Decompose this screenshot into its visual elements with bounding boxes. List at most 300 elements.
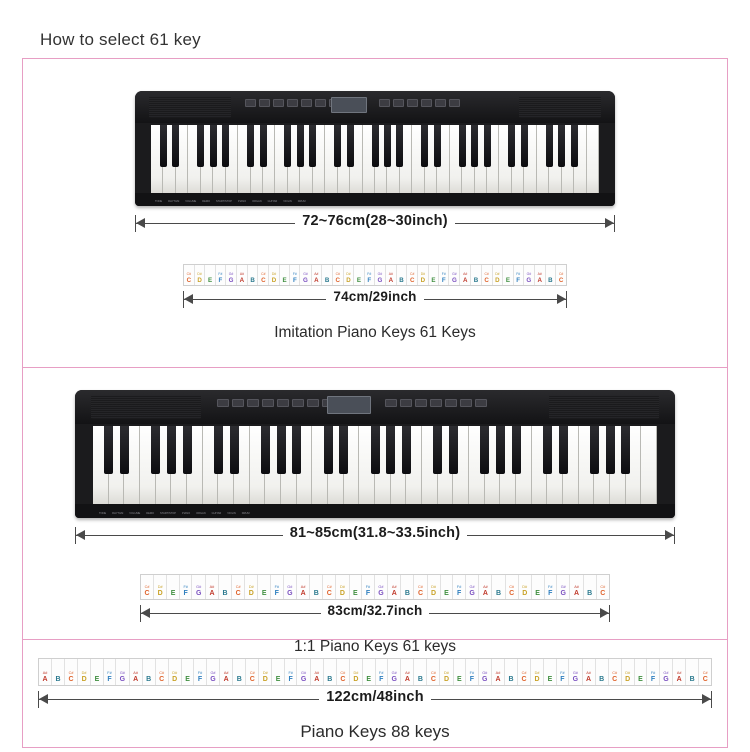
sticker-key-cell	[622, 659, 635, 685]
sticker-sharp-label: F#	[456, 585, 462, 589]
sticker-note-label: B	[55, 676, 61, 683]
sticker-key-cell	[258, 265, 269, 285]
sticker-sharp-label: C#	[340, 671, 346, 675]
dimension-sticker-piano-88-text: 122cm/48inch	[319, 689, 431, 705]
sticker-key-cell	[597, 575, 609, 599]
black-key[interactable]	[284, 125, 291, 167]
sticker-key-cell	[272, 659, 285, 685]
sticker-note-label: A	[133, 676, 139, 683]
sticker-note-label: A	[239, 277, 245, 284]
dimension-sticker-piano-88	[38, 688, 712, 716]
control-chips-left[interactable]	[217, 399, 334, 407]
control-chips-left[interactable]	[245, 99, 340, 107]
sticker-note-label: D	[339, 590, 345, 597]
sticker-key-cell	[545, 575, 557, 599]
sticker-key-cell	[466, 659, 478, 685]
control-chip[interactable]	[315, 99, 326, 107]
sticker-note-label: D	[353, 676, 359, 683]
sticker-key-cell	[635, 659, 648, 685]
sticker-note-label: D	[172, 676, 178, 683]
sticker-note-label: C	[521, 676, 527, 683]
control-chip[interactable]	[407, 99, 418, 107]
sticker-note-label: F	[292, 277, 297, 284]
black-key[interactable]	[512, 426, 521, 474]
black-key[interactable]	[480, 426, 489, 474]
sticker-sharp-label: G#	[452, 272, 457, 276]
sticker-key-cell	[596, 659, 609, 685]
black-key[interactable]	[590, 426, 599, 474]
black-key[interactable]	[277, 426, 286, 474]
keyboard-tone-labels	[99, 512, 250, 515]
black-key[interactable]	[210, 125, 217, 167]
sticker-sharp-label: G#	[526, 272, 532, 276]
sticker-key-cell	[428, 575, 441, 599]
black-key[interactable]	[260, 125, 267, 167]
sticker-note-label: F	[288, 676, 293, 683]
sticker-key-cell	[544, 659, 557, 685]
white-keys-imitation-61[interactable]	[151, 125, 599, 193]
sticker-note-label: C	[249, 676, 255, 683]
control-chip[interactable]	[301, 99, 312, 107]
sticker-note-label: G	[526, 277, 532, 284]
sticker-sharp-label: C#	[521, 671, 527, 675]
speaker-grille-right	[549, 395, 659, 419]
sticker-key-cell	[39, 659, 52, 685]
sticker-note-label: F	[441, 277, 446, 284]
speaker-grille-right	[519, 96, 601, 118]
keyboard-tone-label: VOLUME	[185, 200, 197, 203]
black-key[interactable]	[372, 125, 379, 167]
keyboard-tone-label: DEMO	[202, 200, 211, 203]
sticker-sharp-label: F#	[274, 585, 280, 589]
black-key[interactable]	[421, 125, 428, 167]
sticker-key-cell	[154, 575, 167, 599]
control-chip[interactable]	[262, 399, 274, 407]
sticker-key-cell	[226, 265, 237, 285]
sticker-note-label: G	[303, 277, 308, 284]
black-key[interactable]	[546, 125, 553, 167]
sticker-key-cell	[65, 659, 78, 685]
control-chip[interactable]	[379, 99, 390, 107]
sticker-note-label: D	[346, 277, 351, 284]
sticker-key-cell	[337, 659, 350, 685]
black-key[interactable]	[230, 426, 239, 474]
sticker-sharp-label: D#	[262, 671, 268, 675]
sticker-sharp-label: A#	[391, 585, 397, 589]
sticker-key-cell	[493, 265, 504, 285]
sticker-sharp-label: D#	[172, 671, 178, 675]
sticker-note-label: E	[431, 277, 436, 284]
keyboard-tone-label: VOLUME	[129, 512, 141, 515]
sticker-note-label: A	[537, 277, 542, 284]
sticker-note-label: A	[391, 590, 397, 597]
sticker-sharp-label: D#	[495, 272, 500, 276]
sticker-note-label: B	[495, 590, 502, 597]
sticker-sharp-label: A#	[133, 671, 138, 675]
keyboard-tone-label: RHYTHM	[168, 200, 180, 203]
sticker-key-cell	[233, 659, 246, 685]
sticker-sharp-label: C#	[68, 671, 74, 675]
sticker-sharp-label: A#	[223, 671, 229, 675]
sticker-note-label: B	[146, 676, 152, 683]
black-key[interactable]	[521, 125, 528, 167]
sticker-key-cell	[479, 575, 492, 599]
sticker-sharp-label: D#	[444, 671, 449, 675]
control-chip[interactable]	[277, 399, 289, 407]
sticker-note-label: A	[388, 277, 394, 284]
sticker-note-label: C	[702, 676, 708, 683]
sticker-sharp-label: C#	[326, 585, 332, 589]
sticker-key-cell	[518, 659, 531, 685]
black-key[interactable]	[160, 125, 167, 167]
black-key[interactable]	[471, 125, 478, 167]
black-key[interactable]	[459, 125, 466, 167]
sticker-sharp-label: G#	[560, 585, 566, 589]
black-key[interactable]	[104, 426, 113, 474]
control-chips-right[interactable]	[379, 99, 460, 107]
sticker-note-label: G	[469, 590, 475, 597]
sticker-sharp-label: C#	[484, 272, 489, 276]
sticker-note-label: D	[81, 676, 87, 683]
sticker-sharp-label: G#	[196, 585, 202, 589]
sticker-key-cell	[194, 659, 206, 685]
sticker-note-label: B	[399, 277, 404, 284]
black-key[interactable]	[167, 426, 176, 474]
black-key[interactable]	[386, 426, 395, 474]
sticker-key-cell	[407, 265, 418, 285]
sticker-key-cell	[376, 659, 388, 685]
sticker-note-label: A	[463, 277, 468, 284]
black-key[interactable]	[347, 125, 354, 167]
sticker-sharp-label: C#	[702, 671, 708, 675]
control-chip[interactable]	[460, 399, 472, 407]
sticker-note-label: B	[222, 590, 228, 597]
black-key[interactable]	[172, 125, 179, 167]
sticker-sharp-label: D#	[353, 671, 359, 675]
sticker-note-label: D	[420, 277, 426, 284]
sticker-note-label: F	[274, 590, 279, 597]
keyboard-tone-label: DEMO	[146, 512, 155, 515]
keyboard-tone-label: DRUM	[241, 512, 250, 515]
sticker-sharp-label: G#	[119, 671, 125, 675]
sticker-sharp-label: F#	[441, 272, 446, 276]
sticker-key-cell	[363, 659, 376, 685]
sticker-sharp-label: C#	[159, 671, 165, 675]
sticker-key-cell	[167, 575, 180, 599]
sticker-key-cell	[386, 265, 397, 285]
panel-one-to-one-61	[23, 367, 727, 655]
sticker-key-cell	[454, 659, 467, 685]
sticker-key-cell	[388, 659, 401, 685]
sticker-sharp-label: A#	[463, 272, 468, 276]
black-key[interactable]	[606, 426, 615, 474]
sticker-sharp-label: D#	[340, 585, 345, 589]
sticker-key-cell	[192, 575, 206, 599]
control-chip[interactable]	[287, 99, 298, 107]
sticker-sharp-label: A#	[537, 272, 542, 276]
control-chip[interactable]	[217, 399, 229, 407]
sticker-sharp-label: G#	[469, 585, 475, 589]
sticker-sharp-label: A#	[42, 671, 48, 675]
sticker-key-cell	[479, 659, 492, 685]
keyboard-tone-label: VIOLIN	[227, 512, 236, 515]
sticker-key-cell	[116, 659, 129, 685]
sticker-sharp-label: F#	[288, 671, 293, 675]
control-chip[interactable]	[435, 99, 446, 107]
sticker-note-label: D	[443, 676, 450, 683]
sticker-key-cell	[290, 265, 300, 285]
sticker-key-cell	[182, 659, 195, 685]
sticker-key-cell	[91, 659, 104, 685]
sticker-note-label: A	[404, 676, 410, 683]
sticker-note-label: A	[223, 676, 229, 683]
sticker-key-cell	[418, 265, 429, 285]
sticker-key-cell	[557, 575, 571, 599]
sticker-key-cell	[524, 265, 535, 285]
control-chips-right[interactable]	[385, 399, 487, 407]
control-chip[interactable]	[232, 399, 244, 407]
caption-imitation-61: Imitation Piano Keys 61 Keys	[274, 324, 476, 341]
black-key[interactable]	[214, 426, 223, 474]
black-key[interactable]	[247, 125, 254, 167]
black-key[interactable]	[571, 125, 578, 167]
sticker-note-label: E	[170, 590, 176, 597]
control-chip[interactable]	[421, 99, 432, 107]
sticker-sharp-label: C#	[186, 272, 192, 276]
sticker-sharp-label: C#	[612, 671, 618, 675]
sticker-key-cell	[297, 659, 310, 685]
control-chip[interactable]	[385, 399, 397, 407]
keyboard-tone-label: TONE	[99, 512, 107, 515]
keyboard-body	[75, 390, 675, 518]
sticker-note-label: F	[107, 676, 112, 683]
black-key[interactable]	[484, 125, 491, 167]
sticker-sharp-label: D#	[81, 671, 87, 675]
black-key[interactable]	[324, 426, 333, 474]
sticker-sharp-label: F#	[650, 671, 656, 675]
sticker-key-cell	[506, 575, 519, 599]
sticker-note-label: E	[353, 590, 358, 597]
sticker-key-cell	[388, 575, 401, 599]
sticker-note-label: C	[235, 590, 241, 597]
black-key[interactable]	[384, 125, 391, 167]
sticker-key-cell	[300, 265, 311, 285]
sticker-sharp-label: A#	[314, 671, 320, 675]
sticker-note-label: B	[587, 590, 593, 597]
keyboard-tone-label: TONE	[155, 200, 163, 203]
sticker-key-cell	[570, 575, 583, 599]
keyboard-base-strip	[75, 504, 675, 518]
sticker-key-cell	[322, 265, 333, 285]
control-chip[interactable]	[445, 399, 457, 407]
sticker-note-label: B	[327, 676, 333, 683]
sticker-key-cell	[104, 659, 116, 685]
sticker-note-label: F	[516, 277, 521, 284]
white-key[interactable]	[641, 426, 657, 504]
control-chip[interactable]	[393, 99, 404, 107]
sticker-sharp-label: F#	[516, 272, 521, 276]
keyboard-tone-label: START/STOP	[216, 200, 233, 203]
control-chip[interactable]	[430, 399, 442, 407]
control-chip[interactable]	[245, 99, 256, 107]
keyboard-tone-label: START/STOP	[160, 512, 177, 515]
black-key[interactable]	[297, 125, 304, 167]
keyboard-tone-label: ORGAN	[196, 512, 206, 515]
control-chip[interactable]	[273, 99, 284, 107]
sticker-key-cell	[673, 659, 686, 685]
sticker-sharp-label: C#	[261, 272, 266, 276]
sticker-key-cell	[492, 575, 505, 599]
black-key[interactable]	[434, 125, 441, 167]
sticker-sharp-label: F#	[469, 671, 475, 675]
black-key[interactable]	[334, 125, 341, 167]
lcd-display	[327, 396, 371, 414]
sticker-sharp-label: C#	[410, 272, 415, 276]
sticker-sharp-label: D#	[157, 585, 163, 589]
sticker-sharp-label: F#	[183, 585, 188, 589]
sticker-key-cell	[519, 575, 532, 599]
black-key[interactable]	[449, 426, 458, 474]
sticker-sharp-label: G#	[377, 272, 383, 276]
black-key[interactable]	[183, 426, 192, 474]
white-keys-one-to-one-61[interactable]	[93, 426, 657, 504]
sticker-note-label: E	[547, 676, 553, 683]
control-chip[interactable]	[400, 399, 412, 407]
sticker-note-label: A	[209, 590, 215, 597]
sticker-note-label: G	[228, 277, 234, 284]
black-key[interactable]	[559, 426, 568, 474]
control-chip[interactable]	[415, 399, 427, 407]
sticker-sharp-label: D#	[625, 671, 631, 675]
sticker-key-cell	[401, 659, 414, 685]
black-key[interactable]	[309, 125, 316, 167]
sticker-note-label: E	[261, 590, 267, 597]
sticker-strip-piano-88	[38, 658, 712, 686]
keyboard-imitation-61	[135, 91, 615, 206]
speaker-grille-left	[91, 395, 201, 419]
sticker-key-cell	[52, 659, 65, 685]
sticker-sharp-label: A#	[483, 585, 488, 589]
sticker-note-label: E	[535, 590, 540, 597]
sticker-key-cell	[344, 265, 355, 285]
sticker-key-cell	[471, 265, 482, 285]
sticker-sharp-label: C#	[558, 272, 564, 276]
black-key[interactable]	[621, 426, 630, 474]
sticker-sharp-label: G#	[228, 272, 234, 276]
sticker-note-label: E	[456, 676, 462, 683]
black-key[interactable]	[222, 125, 229, 167]
sticker-key-cell	[219, 575, 232, 599]
sticker-note-label: C	[612, 676, 618, 683]
sticker-sharp-label: F#	[367, 272, 372, 276]
sticker-note-label: F	[183, 590, 188, 597]
black-key[interactable]	[339, 426, 348, 474]
sticker-note-label: C	[186, 277, 192, 284]
control-chip[interactable]	[292, 399, 304, 407]
sticker-key-cell	[169, 659, 182, 685]
sticker-note-label: F	[197, 676, 203, 683]
panel-imitation-61	[23, 91, 727, 367]
sticker-key-cell	[311, 659, 324, 685]
keyboard-tone-label: GUITAR	[211, 512, 222, 515]
sticker-note-label: B	[599, 676, 605, 683]
sticker-note-label: G	[572, 676, 579, 683]
black-key[interactable]	[433, 426, 442, 474]
sticker-key-cell	[220, 659, 233, 685]
sticker-sharp-label: C#	[235, 585, 241, 589]
sticker-note-label: C	[600, 590, 606, 597]
sticker-sharp-label: D#	[248, 585, 254, 589]
black-key[interactable]	[371, 426, 380, 474]
sticker-note-label: A	[586, 676, 592, 683]
control-chip[interactable]	[449, 99, 460, 107]
sticker-sharp-label: A#	[495, 671, 501, 675]
control-chip[interactable]	[475, 399, 487, 407]
black-key[interactable]	[151, 426, 160, 474]
keyboard-tone-label: GUITAR	[267, 200, 278, 203]
sticker-key-cell	[535, 265, 546, 285]
sticker-key-cell	[503, 265, 513, 285]
page-title: How to select 61 key	[40, 30, 201, 49]
sticker-note-label: B	[689, 676, 695, 683]
sticker-key-cell	[245, 575, 258, 599]
black-key[interactable]	[120, 426, 129, 474]
black-key[interactable]	[543, 426, 552, 474]
caption-piano-88: Piano Keys 88 keys	[300, 722, 450, 741]
black-key[interactable]	[496, 426, 505, 474]
sticker-note-label: B	[508, 676, 514, 683]
sticker-note-label: B	[324, 277, 330, 284]
control-chip[interactable]	[307, 399, 319, 407]
black-key[interactable]	[402, 426, 411, 474]
speaker-grille-left	[149, 96, 231, 118]
black-key[interactable]	[558, 125, 565, 167]
sticker-key-cell	[180, 575, 192, 599]
control-chip[interactable]	[259, 99, 270, 107]
sticker-strip-one-to-one-61	[140, 574, 610, 600]
sticker-note-label: F	[379, 676, 384, 683]
white-key[interactable]	[587, 125, 599, 193]
black-key[interactable]	[197, 125, 204, 167]
sticker-key-cell	[216, 265, 226, 285]
sticker-note-label: E	[185, 676, 190, 683]
sticker-key-cell	[259, 659, 272, 685]
sticker-note-label: E	[94, 676, 100, 683]
control-chip[interactable]	[247, 399, 259, 407]
sticker-sharp-label: A#	[586, 671, 591, 675]
black-key[interactable]	[261, 426, 270, 474]
sticker-note-label: G	[195, 590, 202, 597]
sticker-sharp-label: A#	[388, 272, 393, 276]
sticker-sharp-label: G#	[303, 272, 308, 276]
sticker-sharp-label: C#	[144, 585, 150, 589]
sticker-key-cell	[354, 265, 364, 285]
sticker-note-label: D	[522, 590, 528, 597]
sticker-note-label: D	[197, 277, 202, 284]
sticker-note-label: C	[68, 676, 74, 683]
sticker-key-cell	[583, 659, 596, 685]
sticker-key-cell	[297, 575, 310, 599]
black-key[interactable]	[508, 125, 515, 167]
sticker-sharp-label: D#	[271, 272, 277, 276]
sticker-key-cell	[207, 659, 220, 685]
black-key[interactable]	[292, 426, 301, 474]
sticker-note-label: A	[314, 277, 319, 284]
sticker-note-label: G	[300, 676, 307, 683]
black-key[interactable]	[396, 125, 403, 167]
panels-container	[22, 58, 728, 748]
sticker-note-label: E	[275, 676, 281, 683]
